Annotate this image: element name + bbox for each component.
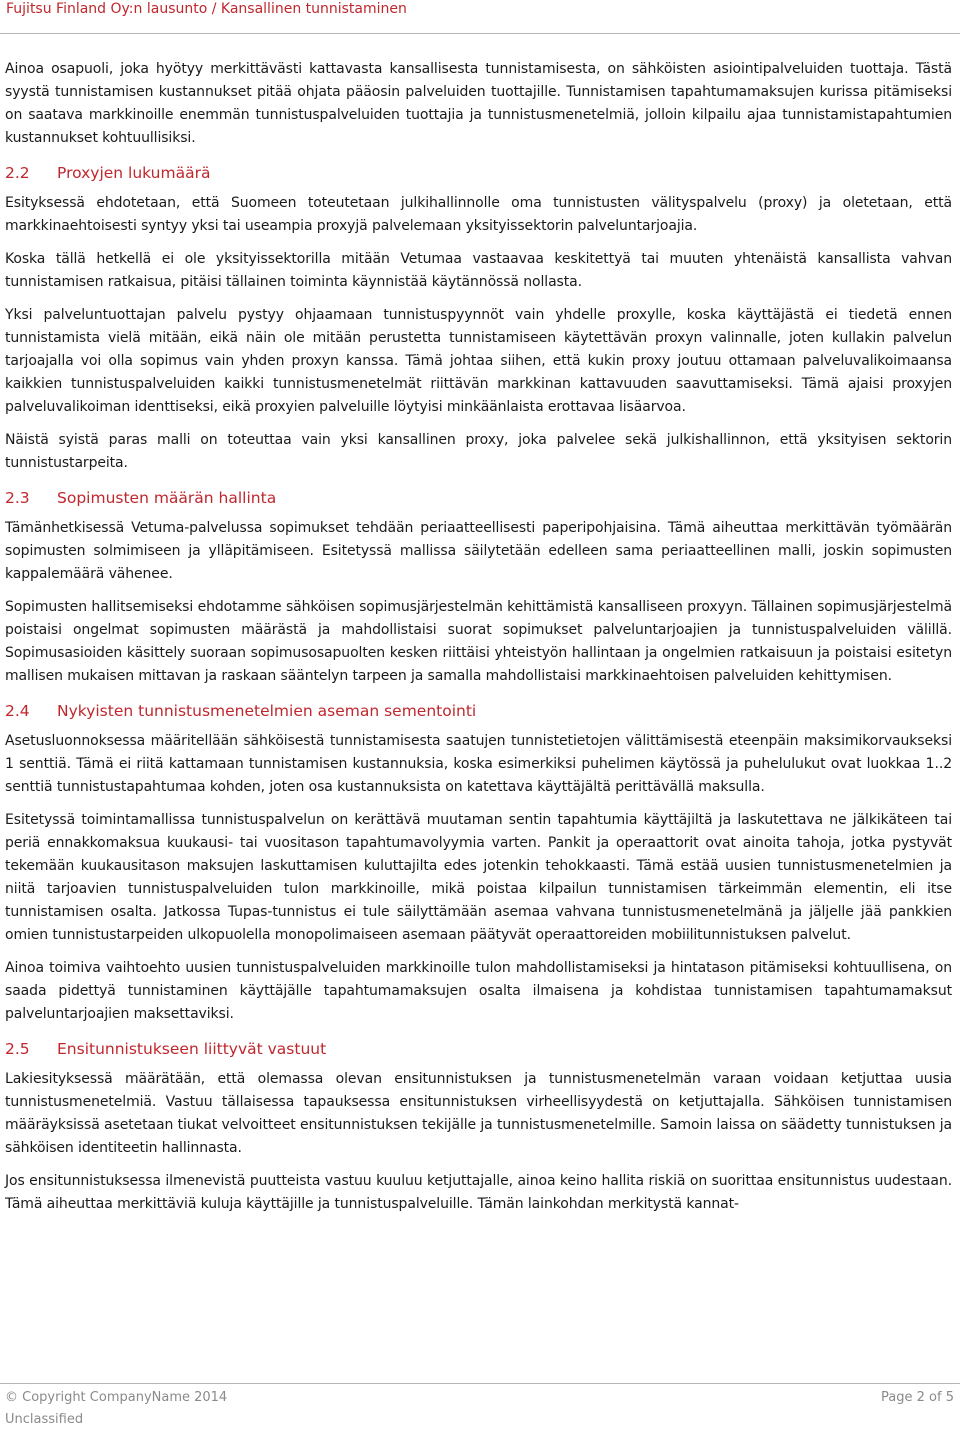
page-footer <box>0 1383 960 1429</box>
section-title: Sopimusten määrän hallinta <box>57 489 277 507</box>
section-title: Proxyjen lukumäärä <box>57 164 211 182</box>
footer-divider <box>0 1383 960 1384</box>
section-number: 2.2 <box>5 164 30 182</box>
copyright-notice: © Copyright CompanyName 2014 <box>5 1390 228 1405</box>
section-heading-2-4 <box>5 700 952 722</box>
section-number: 2.5 <box>5 1040 30 1058</box>
page-number: Page 2 of 5 <box>881 1390 954 1405</box>
body-paragraph: Ainoa toimiva vaihtoehto uusien tunnistuspalveluiden markkinoille tulon mahdollistamiseksi ja hintatason pitämiseksi kohtuullisena, on saada pidettyä tunnistaminen käyttäjälle tapahtumamaksujen osalta ilmaisena ja kohdistaa tunnistamisen tapahtumamaksut palveluntarjoajien maksettaviksi. <box>5 960 952 1022</box>
body-paragraph: Koska tällä hetkellä ei ole yksityissektorilla mitään Vetumaa vastaavaa keskitettyä tai muuten yhtenäistä kansallista vahvan tunnistamisen ratkaisua, pitäisi tällainen toiminta käynnistää käytännössä nollasta. <box>5 251 952 290</box>
intro-paragraph: Ainoa osapuoli, joka hyötyy merkittävästi kattavasta kansallisesta tunnistamisesta, on sähköisten asiointipalveluiden tuottaja. Tästä syystä tunnistamisen kustannukset pitää ohjata pääosin palveluiden tuottajille. Tunnistamisen tapahtumamaksujen kurissa pitämiseksi on saatava markkinoille enemmän tunnistuspalveluiden tuottajia ja tunnistusmenetelmiä, jolloin kilpailu ajaa tunnistamistapahtumien kustannukset kohtuullisiksi. <box>5 61 952 146</box>
body-paragraph: Näistä syistä paras malli on toteuttaa vain yksi kansallinen proxy, joka palvelee sekä julkishallinnon, että yksityisen sektorin tunnistustarpeita. <box>5 432 952 471</box>
classification-label: Unclassified <box>5 1412 84 1427</box>
body-paragraph: Esitetyssä toimintamallissa tunnistuspalvelun on kerättävä muutaman sentin tapahtumia käyttäjiltä ja laskutettava ne jälkikäteen tai periä ennakkomaksua kuukausi- tai vuositason tapahtumavolyymia varten. Pankit ja operaattorit ovat ainoita tahoja, jotka pystyvät tekemään kuukausitason maksujen laskuttamisen kuluttajilta edes jotenkin tehokkaasti. Tämä estää uusien tunnistusmenetelmien ja niitä tarjoavien tunnistuspalveluiden tulon markkinoille, mikä poistaa kilpailun tunnistamisen tärkeimmän elementin, eli itse tunnistamisen osalta. Jatkossa Tupas-tunnistus ei tule säilyttämään asemaa vahvana tunnistusmenetelmänä ja jäljelle jää pankkien omien tunnistustarpeiden ulkopuolella monopolimaiseen asemaan päätyvät operaattoreiden mobiilitunnistuksen palvelut. <box>5 812 952 943</box>
body-paragraph: Tämänhetkisessä Vetuma-palvelussa sopimukset tehdään periaatteellisesti paperipohjaisina. Tämä aiheuttaa merkittävän työmäärän sopimusten solmimiseen ja ylläpitämiseen. Esitetyssä mallissa säilytetään edelleen sama periaatteellinen malli, joskin sopimusten kappalemäärä vähenee. <box>5 520 952 582</box>
body-paragraph: Esityksessä ehdotetaan, että Suomeen toteutetaan julkihallinnolle oma tunnistusten välityspalvelu (proxy) ja oletetaan, että markkinaehtoisesti syntyy yksi tai useampia proxyjä palvelemaan yksityissektorin palveluntarjoajia. <box>5 195 952 234</box>
section-heading-2-3 <box>5 487 952 509</box>
document-body <box>5 58 952 1226</box>
header-divider <box>0 33 960 34</box>
section-title: Nykyisten tunnistusmenetelmien aseman sementointi <box>57 702 477 720</box>
body-paragraph: Jos ensitunnistuksessa ilmenevistä puutteista vastuu kuuluu ketjuttajalle, ainoa keino hallita riskiä on suorittaa ensitunnistus uudestaan. Tämä aiheuttaa merkittäviä kuluja käyttäjille ja tunnistuspalveluille. Tämän lainkohdan merkitystä kannat- <box>5 1173 952 1212</box>
document-title: Fujitsu Finland Oy:n lausunto / Kansallinen tunnistaminen <box>6 1 407 17</box>
section-title: Ensitunnistukseen liittyvät vastuut <box>57 1040 327 1058</box>
body-paragraph: Asetusluonnoksessa määritellään sähköisestä tunnistamisesta saatujen tunnistetietojen välittämisestä eteenpäin maksimikorvaukseksi 1 senttiä. Tämä ei riitä kattamaan tunnistamisen kustannuksia, koska esimerkiksi puhelimen käytössä ja puhelulukut ovat luokkaa 1..2 senttiä tunnistustapahtumaa kohden, joten osa kustannuksista on katettava käyttäjältä perittävällä maksulla. <box>5 733 952 795</box>
section-heading-2-5 <box>5 1038 952 1060</box>
body-paragraph: Lakiesityksessä määrätään, että olemassa olevan ensitunnistuksen ja tunnistusmenetelmän varaan voidaan ketjuttaa uusia tunnistusmenetelmiä. Vastuu tällaisessa tapauksessa ensitunnistuksen virheellisyydestä on ketjuttajalla. Sähköisen tunnistamisen määräyksissä asetetaan tiukat velvoitteet ensitunnistuksen tekijälle ja tunnistusmenetelmille. Samoin laissa on säädetty tunnistuksen ja sähköisen identiteetin hallinnasta. <box>5 1071 952 1156</box>
body-paragraph: Sopimusten hallitsemiseksi ehdotamme sähköisen sopimusjärjestelmän kehittämistä kansalliseen proxyyn. Tällainen sopimusjärjestelmä poistaisi ongelmat sopimusten määrästä ja mahdollistaisi suorat sopimukset palveluntarjoajien ja tunnistuspalveluiden välillä. Sopimusasioiden käsittely suoraan sopimusosapuolten kesken riittäisi yhteistyön hallintaan ja ongelmien ratkaisuun ja poistaisi esitetyn mallisen mukaisen mittavan ja raskaan sääntelyn tarpeen ja samalla mahdollistaisi markkinaehtoisen palveluiden kehittymisen. <box>5 599 952 684</box>
body-paragraph: Yksi palveluntuottajan palvelu pystyy ohjaamaan tunnistuspyynnöt vain yhdelle proxylle, koska käyttäjästä ei tiedetä ennen tunnistamista vielä mitään, eikä näin ole mitään perustetta tunnistamiseen käytettävän proxyn valinnalle, joten kullakin palvelun tarjoajalla voi olla sopimus vain yhden proxyn kanssa. Tämä johtaa siihen, että kukin proxy joutuu ottamaan palveluvalikoimaansa kaikkien tunnistuspalveluiden kaikki tunnistusmenetelmät riittävän markkinan kattavuuden saavuttamiseksi. Tämä ajaisi proxyjen palveluvalikoiman identtiseksi, eikä proxyien palveluille löytyisi minkäänlaista erottavaa lisäarvoa. <box>5 307 952 415</box>
page-header <box>0 0 960 36</box>
section-number: 2.3 <box>5 489 30 507</box>
section-heading-2-2 <box>5 162 952 184</box>
section-number: 2.4 <box>5 702 30 720</box>
